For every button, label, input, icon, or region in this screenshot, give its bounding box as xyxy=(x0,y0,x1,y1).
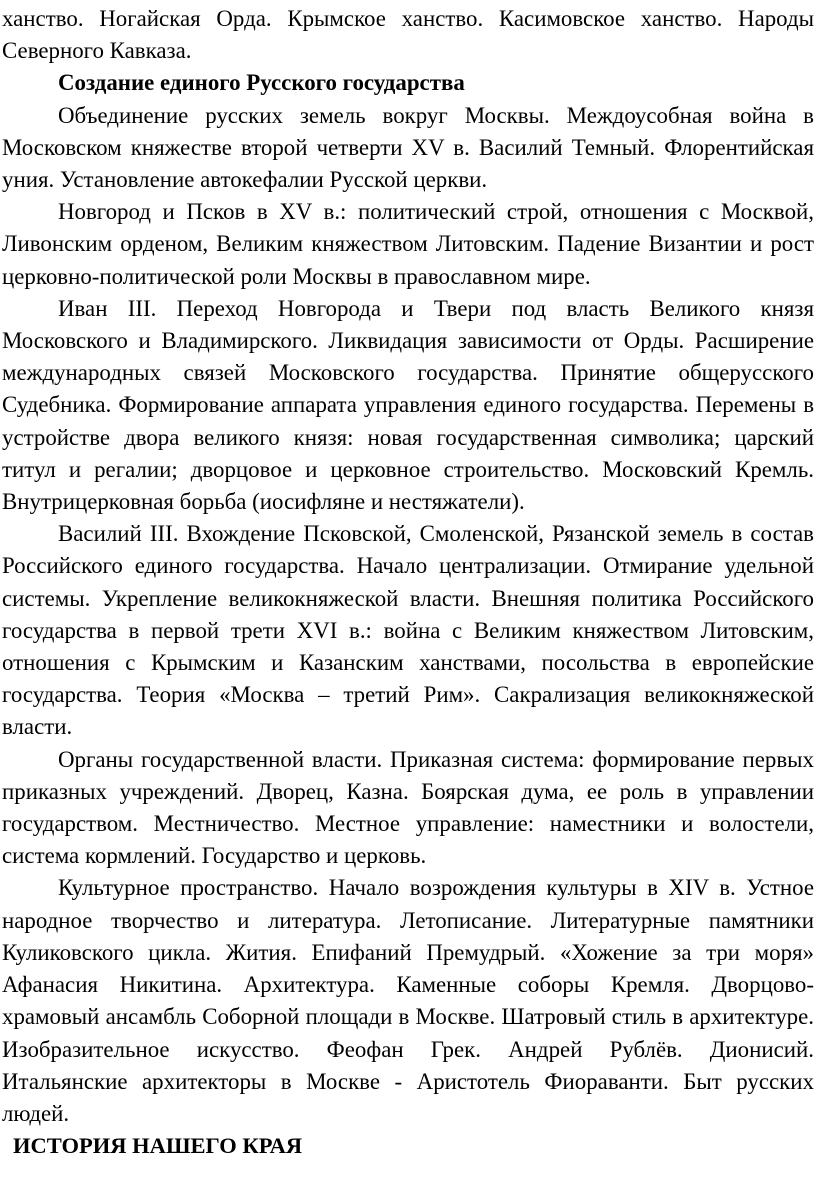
intro-paragraph: ханство. Ногайская Орда. Крымское ханство. Касимовское ханство. Народы Северного Кавказа. xyxy=(2,6,814,64)
paragraph-state-authorities: Органы государственной власти. Приказная система: формирование первых приказных учреждений. Дворец, Казна. Боярская дума, ее роль в управлении государством. Местничество. Местное управление: наместники и волостели, система кормлений. Государство и церковь. xyxy=(2,746,814,869)
section-title: Создание единого Русского государства xyxy=(58,70,465,96)
paragraph-vasily-iii: Василий III. Вхождение Псковской, Смоленской, Рязанской земель в состав Российского единого государства. Начало централизации. Отмирание удельной системы. Укрепление великокняжеской власти. Внешняя политика Российского государства в первой трети XVI в.: война с Великим княжеством Литовским, отношения с Крымским и Казанским ханствами, посольства в европейские государства. Теория «Москва – третий Рим». Сакрализация великокняжеской власти. xyxy=(2,521,814,740)
paragraph-unification: Объединение русских земель вокруг Москвы. Междоусобная война в Московском княжестве второй четверти XV в. Василий Темный. Флорентийская уния. Установление автокефалии Русской церкви. xyxy=(2,102,814,193)
paragraph-culture: Культурное пространство. Начало возрождения культуры в XIV в. Устное народное творчество и литература. Летописание. Литературные памятники Куликовского цикла. Жития. Епифаний Премудрый. «Хожение за три моря» Афанасия Никитина. Архитектура. Каменные соборы Кремля. Дворцово-храмовый ансамбль Соборной площади в Москве. Шатровый стиль в архитектуре. Изобразительное искусство. Феофан Грек. Андрей Рублёв. Дионисий. Итальянские архитекторы в Москве - Аристотель Фиораванти. Быт русских людей. xyxy=(2,875,814,1126)
paragraph-novgorod-pskov: Новгород и Псков в XV в.: политический строй, отношения с Москвой, Ливонским орденом, Великим княжеством Литовским. Падение Византии и рост церковно-политической роли Москвы в православном мире. xyxy=(2,199,814,289)
paragraph-ivan-iii: Иван III. Переход Новгорода и Твери под власть Великого князя Московского и Владимирского. Ликвидация зависимости от Орды. Расширение международных связей Московского государства. Принятие общерусского Судебника. Формирование аппарата управления единого государства. Перемены в устройстве двора великого князя: новая государственная символика; царский титул и регалии; дворцовое и церковное строительство. Московский Кремль. Внутрицерковная борьба (иосифляне и нестяжатели). xyxy=(2,295,814,515)
next-section-heading: ИСТОРИЯ НАШЕГО КРАЯ xyxy=(13,1133,303,1159)
